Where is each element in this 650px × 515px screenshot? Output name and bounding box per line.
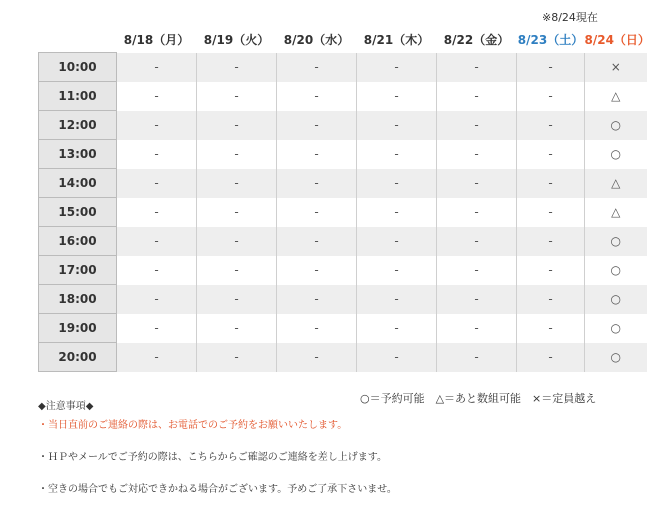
availability-cell: ○ — [585, 140, 647, 169]
time-column-header — [39, 26, 117, 53]
time-slot-row — [39, 169, 647, 198]
availability-cell: - — [357, 53, 437, 82]
day-header-sunday: 8/24（日） — [585, 26, 647, 53]
availability-cell: - — [437, 169, 517, 198]
note-web-reservation: ・ＨＰやメールでご予約の際は、こちらからご確認のご連絡を差し上げます。 — [38, 452, 387, 463]
time-slot-row — [39, 256, 647, 285]
availability-cell: - — [517, 53, 585, 82]
notes-heading: ◆注意事項◆ — [38, 401, 94, 412]
availability-cell: ○ — [585, 111, 647, 140]
availability-cell: - — [277, 256, 357, 285]
availability-cell: - — [197, 198, 277, 227]
time-label: 12:00 — [39, 111, 117, 140]
availability-cell: ○ — [585, 256, 647, 285]
availability-cell: - — [117, 256, 197, 285]
availability-cell: - — [197, 285, 277, 314]
availability-cell: - — [357, 314, 437, 343]
availability-cell: - — [197, 227, 277, 256]
availability-cell: △ — [585, 82, 647, 111]
availability-cell: - — [117, 169, 197, 198]
availability-cell: - — [117, 53, 197, 82]
availability-cell: - — [357, 256, 437, 285]
availability-cell: - — [517, 82, 585, 111]
availability-cell: - — [437, 285, 517, 314]
time-slot-row — [39, 198, 647, 227]
availability-cell: - — [277, 285, 357, 314]
time-label: 13:00 — [39, 140, 117, 169]
availability-cell: - — [437, 111, 517, 140]
availability-cell: - — [437, 314, 517, 343]
availability-cell: - — [437, 256, 517, 285]
availability-cell: - — [117, 140, 197, 169]
availability-cell: - — [517, 343, 585, 372]
header-row — [39, 26, 647, 53]
availability-cell: - — [197, 343, 277, 372]
day-header-saturday: 8/23（土） — [517, 26, 585, 53]
availability-cell: - — [117, 343, 197, 372]
availability-cell: - — [117, 198, 197, 227]
availability-cell: - — [437, 82, 517, 111]
availability-cell: - — [437, 140, 517, 169]
time-label: 15:00 — [39, 198, 117, 227]
availability-cell: - — [517, 285, 585, 314]
time-label: 20:00 — [39, 343, 117, 372]
availability-cell: - — [357, 285, 437, 314]
availability-cell: - — [517, 256, 585, 285]
availability-cell: - — [517, 169, 585, 198]
availability-cell: - — [357, 111, 437, 140]
availability-cell: ○ — [585, 314, 647, 343]
availability-cell: × — [585, 53, 647, 82]
availability-cell: - — [517, 314, 585, 343]
day-header: 8/19（火） — [197, 26, 277, 53]
day-header: 8/18（月） — [117, 26, 197, 53]
availability-cell: △ — [585, 198, 647, 227]
availability-cell: - — [197, 140, 277, 169]
time-slot-row — [39, 227, 647, 256]
availability-cell: - — [437, 227, 517, 256]
availability-cell: - — [197, 169, 277, 198]
as-of-date: ※8/24現在 — [542, 11, 598, 24]
time-label: 14:00 — [39, 169, 117, 198]
availability-cell: - — [117, 82, 197, 111]
time-slot-row — [39, 314, 647, 343]
availability-cell: - — [357, 140, 437, 169]
availability-cell: - — [517, 227, 585, 256]
availability-cell: ○ — [585, 343, 647, 372]
availability-cell: ○ — [585, 227, 647, 256]
availability-cell: ○ — [585, 285, 647, 314]
availability-cell: - — [117, 285, 197, 314]
availability-cell: △ — [585, 169, 647, 198]
time-label: 16:00 — [39, 227, 117, 256]
availability-cell: - — [437, 198, 517, 227]
availability-cell: - — [277, 314, 357, 343]
note-phone-reservation: ・当日直前のご連絡の際は、お電話でのご予約をお願いいたします。 — [38, 420, 348, 431]
availability-cell: - — [197, 82, 277, 111]
time-label: 17:00 — [39, 256, 117, 285]
availability-cell: - — [277, 82, 357, 111]
note-availability-disclaimer: ・空きの場合でもご対応できかねる場合がございます。予めご了承下さいませ。 — [38, 484, 397, 495]
availability-cell: - — [277, 140, 357, 169]
availability-cell: - — [277, 111, 357, 140]
availability-cell: - — [277, 198, 357, 227]
availability-cell: - — [197, 314, 277, 343]
availability-cell: - — [357, 198, 437, 227]
availability-cell: - — [517, 140, 585, 169]
day-header: 8/20（水） — [277, 26, 357, 53]
availability-cell: - — [277, 227, 357, 256]
availability-cell: - — [437, 53, 517, 82]
time-label: 10:00 — [39, 53, 117, 82]
time-slot-row — [39, 343, 647, 372]
availability-cell: - — [117, 111, 197, 140]
availability-cell: - — [117, 314, 197, 343]
availability-cell: - — [517, 198, 585, 227]
availability-cell: - — [277, 343, 357, 372]
availability-cell: - — [277, 169, 357, 198]
availability-cell: - — [357, 227, 437, 256]
availability-cell: - — [517, 111, 585, 140]
availability-cell: - — [117, 227, 197, 256]
availability-cell: - — [197, 256, 277, 285]
availability-cell: - — [437, 343, 517, 372]
reservation-schedule-table — [38, 26, 650, 372]
time-slot-row — [39, 111, 647, 140]
day-header: 8/22（金） — [437, 26, 517, 53]
time-label: 11:00 — [39, 82, 117, 111]
time-slot-row — [39, 82, 647, 111]
availability-cell: - — [357, 169, 437, 198]
time-label: 18:00 — [39, 285, 117, 314]
availability-legend: ○＝予約可能 △＝あと数組可能 ×＝定員越え — [360, 392, 597, 405]
time-slot-row — [39, 53, 647, 82]
day-header: 8/21（木） — [357, 26, 437, 53]
availability-cell: - — [277, 53, 357, 82]
time-slot-row — [39, 140, 647, 169]
availability-cell: - — [357, 82, 437, 111]
availability-cell: - — [197, 111, 277, 140]
notes-section — [38, 400, 397, 515]
availability-cell: - — [197, 53, 277, 82]
availability-cell: - — [357, 343, 437, 372]
time-label: 19:00 — [39, 314, 117, 343]
time-slot-row — [39, 285, 647, 314]
